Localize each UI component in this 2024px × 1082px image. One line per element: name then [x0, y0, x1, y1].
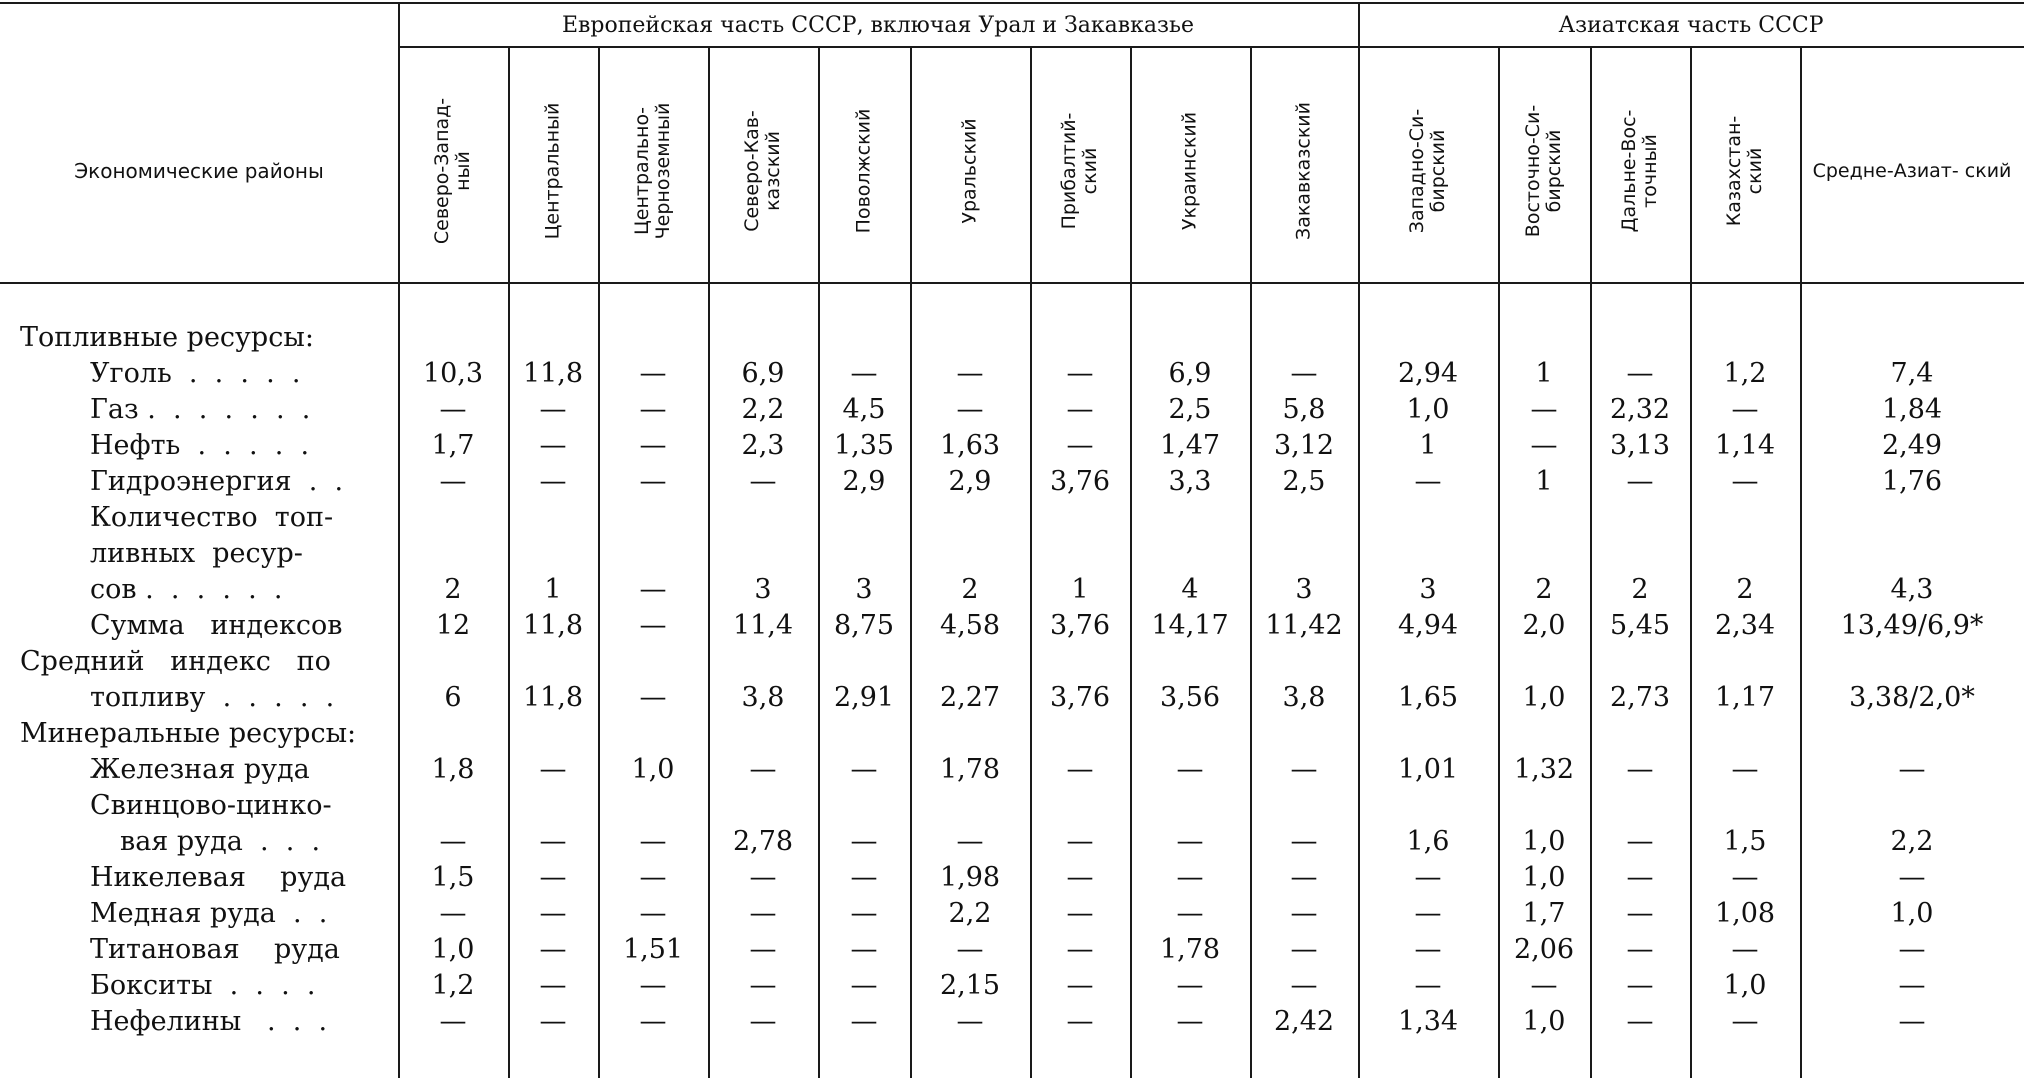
table-cell: —: [1176, 970, 1204, 1001]
table-cell: —: [1731, 862, 1759, 893]
row-label: Сумма индексов: [90, 610, 343, 641]
table-cell: —: [1626, 934, 1654, 965]
table-cell: 1: [544, 574, 562, 605]
table-cell: —: [1290, 898, 1318, 929]
table-cell: —: [1731, 466, 1759, 497]
table-cell: 3,13: [1609, 430, 1671, 461]
column-header-8: Украинский: [1178, 111, 1201, 231]
column-header-11: Восточно-Си- бирский: [1522, 104, 1565, 238]
table-cell: 2,94: [1397, 358, 1459, 389]
group-header-rule: [398, 46, 2024, 48]
table-cell: 1,84: [1881, 394, 1943, 425]
table-cell: 2,73: [1609, 682, 1671, 713]
table-cell: —: [539, 394, 567, 425]
table-cell: 2: [1736, 574, 1754, 605]
table-cell: —: [1731, 394, 1759, 425]
table-cell: 2,15: [939, 970, 1001, 1001]
column-header-cell-10: [1358, 60, 1498, 282]
table-cell: 1,5: [431, 862, 475, 893]
table-cell: —: [850, 754, 878, 785]
row-label: Гидроэнергия . .: [90, 466, 344, 497]
table-cell: 2: [444, 574, 462, 605]
table-cell: 2,91: [833, 682, 895, 713]
column-header-cell-4: [708, 60, 818, 282]
table-cell: 1,0: [1522, 862, 1566, 893]
table-cell: 5,45: [1609, 610, 1671, 641]
table-cell: 1: [1071, 574, 1089, 605]
table-cell: —: [439, 466, 467, 497]
table-cell: —: [639, 1006, 667, 1037]
table-cell: —: [1731, 754, 1759, 785]
table-cell: 2: [1535, 574, 1553, 605]
table-cell: —: [1530, 970, 1558, 1001]
table-cell: —: [749, 1006, 777, 1037]
table-cell: —: [749, 466, 777, 497]
table-cell: —: [1626, 754, 1654, 785]
table-cell: —: [639, 970, 667, 1001]
table-cell: —: [639, 466, 667, 497]
column-header-14: Средне-Азиат- ский: [1812, 159, 2012, 182]
table-cell: —: [749, 934, 777, 965]
table-cell: 2: [961, 574, 979, 605]
table-cell: 1,0: [431, 934, 475, 965]
table-cell: —: [1414, 934, 1442, 965]
table-cell: —: [539, 1006, 567, 1037]
row-label: Уголь . . . . .: [90, 358, 301, 389]
table-cell: —: [1530, 430, 1558, 461]
table-cell: 2,49: [1881, 430, 1943, 461]
table-cell: 1,0: [1890, 898, 1934, 929]
table-cell: 4,5: [842, 394, 886, 425]
table-cell: —: [749, 862, 777, 893]
table-cell: —: [1414, 898, 1442, 929]
table-cell: 2,2: [948, 898, 992, 929]
column-header-cell-7: [1030, 60, 1130, 282]
table-cell: —: [1414, 466, 1442, 497]
table-cell: —: [1176, 754, 1204, 785]
table-cell: 1: [1535, 358, 1553, 389]
table-cell: —: [1898, 1006, 1926, 1037]
row-label: Газ . . . . . . .: [90, 394, 311, 425]
table-cell: 1,14: [1714, 430, 1776, 461]
column-header-cell-5: [818, 60, 910, 282]
table-cell: 1,0: [631, 754, 675, 785]
column-header-cell-3: [598, 60, 708, 282]
table-cell: —: [1176, 1006, 1204, 1037]
table-cell: —: [1066, 970, 1094, 1001]
column-header-12: Дальне-Вос- точный: [1618, 109, 1661, 233]
column-header-cell-6: [910, 60, 1030, 282]
table-cell: —: [850, 970, 878, 1001]
table-cell: 1,32: [1513, 754, 1575, 785]
table-cell: —: [439, 1006, 467, 1037]
table-cell: —: [539, 862, 567, 893]
table-cell: —: [749, 754, 777, 785]
table-cell: 1,98: [939, 862, 1001, 893]
table-cell: 3,12: [1273, 430, 1335, 461]
table-cell: —: [749, 970, 777, 1001]
column-header-13: Казахстан- ский: [1723, 115, 1766, 227]
column-header-5: Поволжский: [852, 108, 875, 234]
table-cell: —: [1290, 358, 1318, 389]
table-cell: 2,9: [842, 466, 886, 497]
table-cell: 1,34: [1397, 1006, 1459, 1037]
table-cell: 1,7: [1522, 898, 1566, 929]
table-cell: 4,94: [1397, 610, 1459, 641]
table-cell: 11,42: [1265, 610, 1343, 641]
table-cell: —: [1898, 754, 1926, 785]
table-cell: 3: [754, 574, 772, 605]
table-cell: 1,01: [1397, 754, 1459, 785]
table-cell: 6: [444, 682, 462, 713]
row-label: Медная руда . .: [90, 898, 328, 929]
row-label: Бокситы . . . .: [90, 970, 316, 1001]
table-cell: —: [1176, 826, 1204, 857]
table-cell: 2,06: [1513, 934, 1575, 965]
table-cell: 2,2: [1890, 826, 1934, 857]
table-cell: —: [639, 898, 667, 929]
column-header-10: Западно-Си- бирский: [1406, 108, 1449, 234]
table-cell: 3,56: [1159, 682, 1221, 713]
table-cell: —: [1626, 358, 1654, 389]
table-cell: 7,4: [1890, 358, 1934, 389]
table-cell: —: [639, 862, 667, 893]
table-cell: —: [439, 394, 467, 425]
table-cell: 2,5: [1168, 394, 1212, 425]
table-cell: —: [639, 826, 667, 857]
column-header-1: Северо-Запад- ный: [431, 97, 474, 245]
table-cell: 1: [1535, 466, 1553, 497]
table-cell: —: [1898, 934, 1926, 965]
table-cell: —: [1176, 862, 1204, 893]
table-cell: 3,8: [741, 682, 785, 713]
table-cell: 2,32: [1609, 394, 1671, 425]
column-header-cell-13: [1690, 60, 1800, 282]
table-cell: —: [956, 1006, 984, 1037]
table-cell: 11,8: [522, 682, 584, 713]
column-header-6: Уральский: [958, 118, 981, 224]
table-cell: —: [850, 934, 878, 965]
table-cell: 1,17: [1714, 682, 1776, 713]
row-label: ливных ресур-: [90, 538, 303, 569]
table-cell: 1,35: [833, 430, 895, 461]
table-cell: —: [1731, 934, 1759, 965]
table-cell: 2,78: [732, 826, 794, 857]
row-label: вая руда . . .: [120, 826, 321, 857]
table-cell: —: [639, 574, 667, 605]
table-cell: 1,0: [1522, 682, 1566, 713]
table-cell: 1,08: [1714, 898, 1776, 929]
table-cell: 2,0: [1522, 610, 1566, 641]
table-cell: —: [539, 466, 567, 497]
column-header-cell-8: [1130, 60, 1250, 282]
table-cell: 1,7: [431, 430, 475, 461]
column-header-cell-1: [398, 60, 508, 282]
table-cell: 2,42: [1273, 1006, 1335, 1037]
table-cell: —: [956, 826, 984, 857]
table-cell: —: [1626, 862, 1654, 893]
table-cell: —: [439, 826, 467, 857]
row-label: сов . . . . . .: [90, 574, 283, 605]
row-label: Свинцово-цинко-: [90, 790, 332, 821]
table-cell: 3: [1295, 574, 1313, 605]
table-cell: —: [850, 358, 878, 389]
row-label: Нефть . . . . .: [90, 430, 310, 461]
table-cell: 4: [1181, 574, 1199, 605]
table-cell: 1,51: [622, 934, 684, 965]
table-cell: —: [539, 934, 567, 965]
table-cell: 1,0: [1522, 1006, 1566, 1037]
table-cell: —: [1626, 466, 1654, 497]
column-header-3: Центрально- Черноземный: [631, 102, 674, 240]
row-label: Титановая руда: [90, 934, 340, 965]
table-cell: —: [1066, 1006, 1094, 1037]
table-cell: 1,78: [1159, 934, 1221, 965]
column-header-cell-11: [1498, 60, 1590, 282]
table-cell: 1,2: [1723, 358, 1767, 389]
table-cell: —: [956, 394, 984, 425]
table-cell: 3,38/2,0*: [1849, 682, 1975, 713]
table-cell: 1,0: [1522, 826, 1566, 857]
table-cell: —: [539, 430, 567, 461]
table-cell: 11,8: [522, 358, 584, 389]
table-cell: 2,3: [741, 430, 785, 461]
column-header-cell-9: [1250, 60, 1358, 282]
table-cell: 13,49/6,9*: [1840, 610, 1984, 641]
table-cell: —: [956, 934, 984, 965]
table-cell: —: [539, 754, 567, 785]
table-cell: —: [1290, 862, 1318, 893]
table-cell: —: [539, 826, 567, 857]
table-cell: 5,8: [1282, 394, 1326, 425]
table-cell: —: [539, 898, 567, 929]
table-cell: 1,63: [939, 430, 1001, 461]
table-cell: 1: [1419, 430, 1437, 461]
table-cell: —: [850, 826, 878, 857]
table-cell: —: [1066, 358, 1094, 389]
table-cell: 1,76: [1881, 466, 1943, 497]
table-cell: 2,9: [948, 466, 992, 497]
table-cell: —: [1066, 430, 1094, 461]
economic-regions-header: Экономические районы: [74, 159, 324, 183]
table-cell: 1,65: [1397, 682, 1459, 713]
table-cell: —: [1290, 754, 1318, 785]
table-cell: 3,76: [1049, 466, 1111, 497]
table-cell: —: [1626, 1006, 1654, 1037]
table-cell: 3,3: [1168, 466, 1212, 497]
table-cell: —: [639, 610, 667, 641]
table-cell: 2: [1631, 574, 1649, 605]
table-cell: —: [850, 862, 878, 893]
header-bottom-rule: [0, 282, 2024, 284]
table-cell: —: [850, 1006, 878, 1037]
table-cell: 1,2: [431, 970, 475, 1001]
table-cell: 6,9: [1168, 358, 1212, 389]
table-cell: 11,4: [732, 610, 794, 641]
table-cell: 3: [1419, 574, 1437, 605]
table-cell: —: [639, 394, 667, 425]
table-cell: —: [1066, 862, 1094, 893]
table-cell: —: [1626, 898, 1654, 929]
table-cell: —: [1066, 754, 1094, 785]
table-cell: —: [1414, 862, 1442, 893]
table-cell: 4,3: [1890, 574, 1934, 605]
table-cell: —: [1731, 1006, 1759, 1037]
table-cell: —: [539, 970, 567, 1001]
row-label: Железная руда: [90, 754, 310, 785]
table-cell: 2,5: [1282, 466, 1326, 497]
table-cell: —: [850, 898, 878, 929]
column-header-9: Закавказский: [1292, 102, 1315, 240]
table-cell: 1,5: [1723, 826, 1767, 857]
table-cell: —: [1290, 826, 1318, 857]
table-cell: —: [1066, 898, 1094, 929]
european-part-group-header: Европейская часть СССР, включая Урал и Закавказье: [561, 12, 1195, 38]
row-label: Нефелины . . .: [90, 1006, 328, 1037]
table-cell: —: [1066, 826, 1094, 857]
table-cell: 3,8: [1282, 682, 1326, 713]
table-cell: 2,34: [1714, 610, 1776, 641]
column-header-4: Северо-Кав- казский: [741, 110, 784, 232]
table-cell: 3,76: [1049, 682, 1111, 713]
table-cell: —: [956, 358, 984, 389]
table-cell: 1,0: [1723, 970, 1767, 1001]
table-cell: —: [639, 682, 667, 713]
row-label: Количество топ-: [90, 502, 334, 533]
table-cell: —: [1066, 934, 1094, 965]
table-cell: —: [749, 898, 777, 929]
table-cell: 11,8: [522, 610, 584, 641]
table-cell: 12: [435, 610, 471, 641]
table-cell: 6,9: [741, 358, 785, 389]
table-cell: —: [1290, 934, 1318, 965]
table-cell: 3,76: [1049, 610, 1111, 641]
table-cell: 4,58: [939, 610, 1001, 641]
table-cell: 2,2: [741, 394, 785, 425]
table-cell: —: [1898, 862, 1926, 893]
table-cell: —: [1898, 970, 1926, 1001]
table-cell: 1,8: [431, 754, 475, 785]
table-cell: 3: [855, 574, 873, 605]
row-label: Средний индекс по: [20, 646, 331, 677]
row-label: Топливные ресурсы:: [20, 322, 314, 353]
asian-part-group-header: Азиатская часть СССР: [1558, 12, 1824, 38]
row-label: Никелевая руда: [90, 862, 347, 893]
table-cell: —: [1290, 970, 1318, 1001]
table-cell: —: [1066, 394, 1094, 425]
table-cell: —: [1530, 394, 1558, 425]
table-cell: 1,47: [1159, 430, 1221, 461]
column-header-cell-12: [1590, 60, 1690, 282]
column-header-cell-2: [508, 60, 598, 282]
row-label: топливу . . . . .: [90, 682, 335, 713]
table-cell: —: [439, 898, 467, 929]
table-cell: 14,17: [1151, 610, 1229, 641]
row-label: Минеральные ресурсы:: [20, 718, 357, 749]
table-cell: —: [1176, 898, 1204, 929]
table-cell: —: [639, 430, 667, 461]
table-cell: 1,78: [939, 754, 1001, 785]
table-cell: —: [1626, 970, 1654, 1001]
table-cell: —: [1414, 970, 1442, 1001]
table-cell: —: [1626, 826, 1654, 857]
table-cell: 8,75: [833, 610, 895, 641]
table-cell: —: [639, 358, 667, 389]
column-header-2: Центральный: [541, 102, 564, 240]
table-cell: 2,27: [939, 682, 1001, 713]
table-cell: 1,0: [1406, 394, 1450, 425]
table-top-rule: [0, 2, 2024, 4]
table-cell: 1,6: [1406, 826, 1450, 857]
table-cell: 10,3: [422, 358, 484, 389]
column-header-7: Прибалтий- ский: [1058, 112, 1101, 230]
